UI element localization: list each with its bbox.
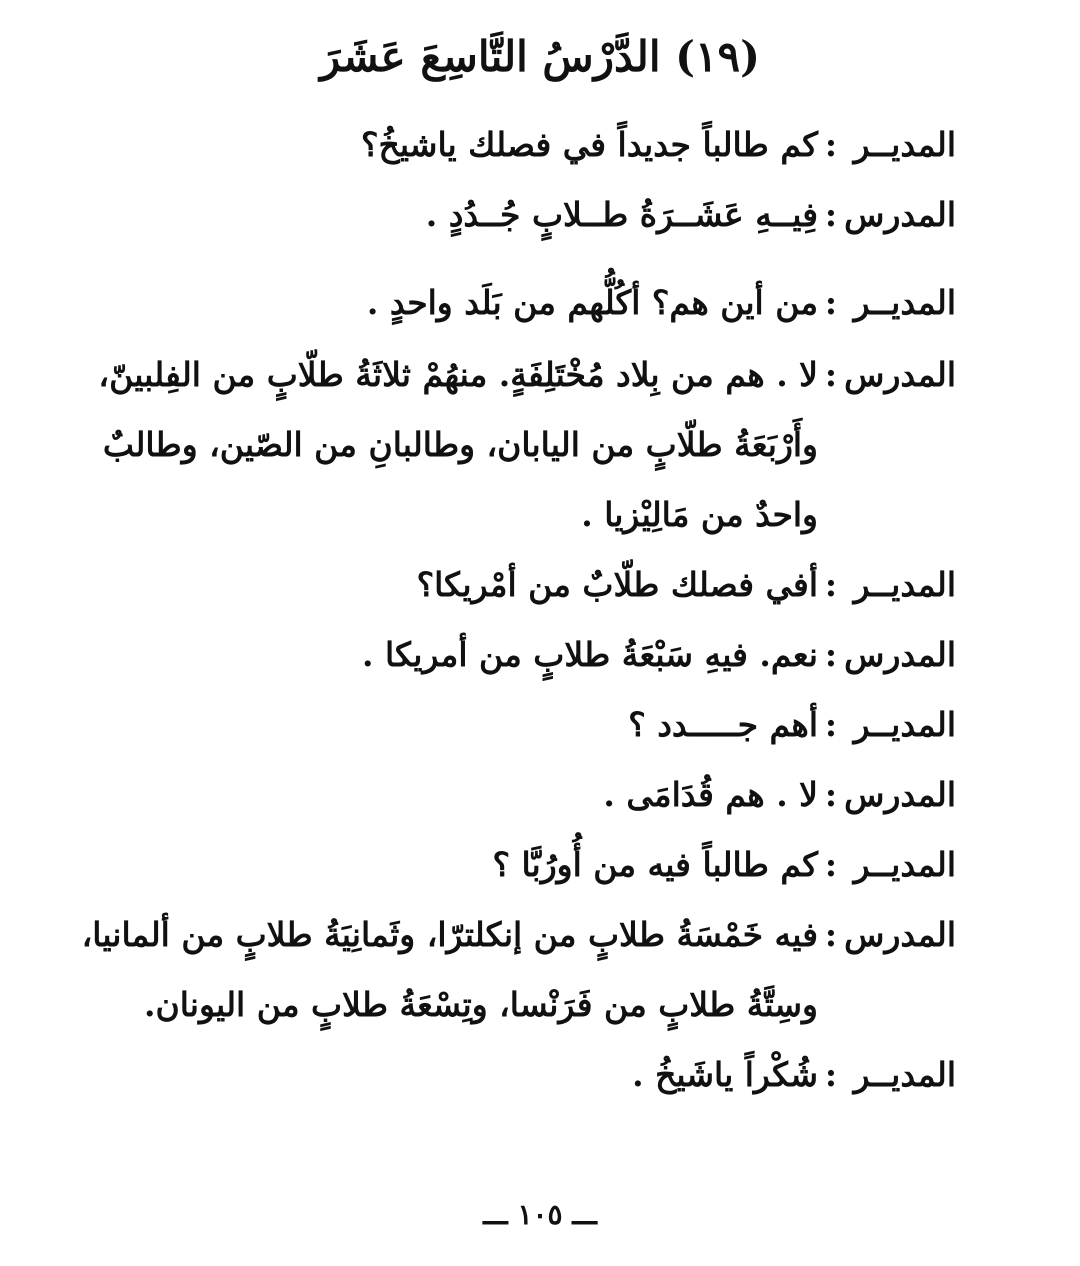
speaker-label: المديــر <box>853 125 956 164</box>
dialogue-continuation: وسِتَّةُ طلابٍ من فَرَنْسا، وتِسْعَةُ طلابٍ من اليونان. <box>144 985 818 1024</box>
dialogue-text: نعم. فيهِ سَبْعَةُ طلابٍ من أمريكا . <box>362 635 818 674</box>
colon-separator: : <box>824 195 838 234</box>
colon-separator: : <box>824 845 838 884</box>
colon-separator: : <box>824 705 838 744</box>
dialogue-text: لا . هم من بِلاد مُخْتَلِفَةٍ. منهُمْ ثلاثَةُ طلّابٍ من الفِلبينّ، <box>98 355 818 394</box>
dialogue-text: من أين هم؟ أكُلُّهم من بَلَد واحدٍ . <box>366 283 818 322</box>
dialogue-text: أهم جـــــدد ؟ <box>628 705 818 744</box>
page-number: ـــ ١٠٥ ـــ <box>483 1198 597 1231</box>
dialogue-text: أفي فصلك طلّابٌ من أمْريكا؟ <box>416 565 818 604</box>
dialogue-continuation: واحدٌ من مَالِيْزيا . <box>581 495 818 534</box>
colon-separator: : <box>824 283 838 322</box>
speaker-label: المدرس <box>844 355 956 394</box>
dialogue-text: شُكْراً ياشَيخُ . <box>632 1055 818 1094</box>
colon-separator: : <box>824 915 838 954</box>
colon-separator: : <box>824 1055 838 1094</box>
dialogue-text: فيه خَمْسَةُ طلابٍ من إنكلترّا، وثَمانِيَةُ طلابٍ من ألمانيا، <box>81 915 818 954</box>
speaker-label: المديــر <box>853 1055 956 1094</box>
lesson-title: (١٩) الدَّرْسُ التَّاسِعَ عَشَرَ <box>320 32 760 81</box>
dialogue-text: كم طالباً فيه من أُورُبَّا ؟ <box>492 845 818 884</box>
dialogue-text: فِيــهِ عَشَــرَةُ طــلابٍ جُــدُدٍ . <box>425 195 818 234</box>
speaker-label: المديــر <box>853 845 956 884</box>
colon-separator: : <box>824 635 838 674</box>
speaker-label: المديــر <box>853 705 956 744</box>
speaker-label: المدرس <box>844 915 956 954</box>
dialogue-text: كم طالباً جديداً في فصلك ياشيخُ؟ <box>361 125 818 164</box>
speaker-label: المدرس <box>844 635 956 674</box>
speaker-label: المديــر <box>853 565 956 604</box>
speaker-label: المدرس <box>844 195 956 234</box>
speaker-label: المديــر <box>853 283 956 322</box>
dialogue-text: لا . هم قُدَامَى . <box>603 775 818 814</box>
colon-separator: : <box>824 125 838 164</box>
colon-separator: : <box>824 355 838 394</box>
speaker-label: المدرس <box>844 775 956 814</box>
dialogue-continuation: وأَرْبَعَةُ طلّابٍ من اليابان، وطالبانِ من الصّين، وطالبٌ <box>102 425 818 464</box>
colon-separator: : <box>824 565 838 604</box>
colon-separator: : <box>824 775 838 814</box>
